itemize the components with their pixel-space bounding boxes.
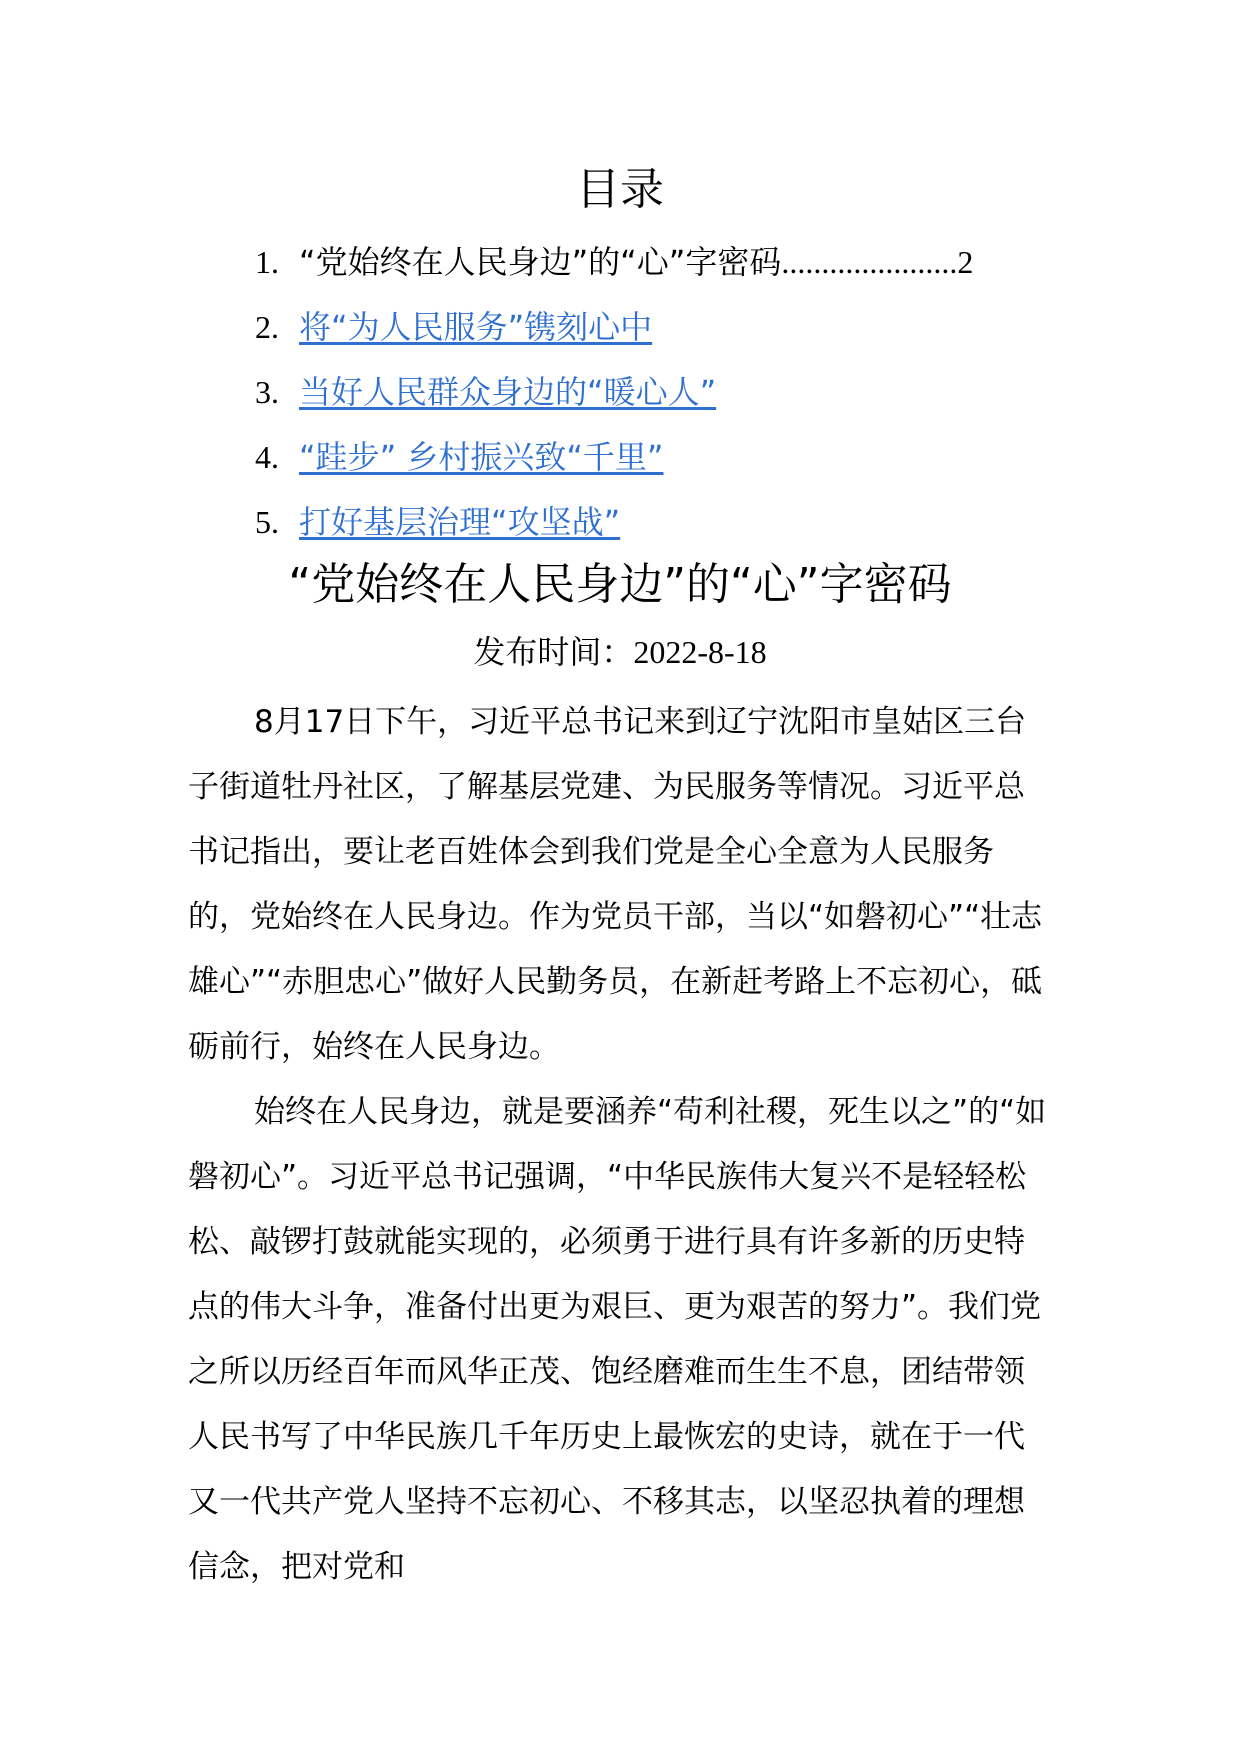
- toc-title: 目录: [576, 164, 664, 215]
- table-of-contents: [255, 240, 1055, 565]
- toc-item-4[interactable]: [255, 435, 1055, 500]
- toc-link[interactable]: 打好基层治理“攻坚战”: [299, 503, 621, 541]
- article-body: [188, 690, 1048, 1600]
- toc-item-1[interactable]: [255, 240, 1055, 305]
- article-title: “党始终在人民身边”的“心”字密码: [288, 559, 952, 610]
- publish-date: [0, 630, 1240, 674]
- toc-item-number: 1.: [255, 244, 279, 280]
- toc-item-number: 5.: [255, 504, 279, 540]
- toc-link[interactable]: 将“为人民服务”镌刻心中: [299, 308, 653, 346]
- toc-item-3[interactable]: [255, 370, 1055, 435]
- article-paragraph-1: 8月17日下午，习近平总书记来到辽宁沈阳市皇姑区三台子街道牡丹社区，了解基层党建、为民服务等情况。习近平总书记指出，要让老百姓体会到我们党是全心全意为人民服务的，党始终在人民身边。作为党员干部，当以“如磐初心”“壮志雄心”“赤胆忠心”做好人民勤务员，在新赶考路上不忘初心，砥砺前行，始终在人民身边。: [188, 704, 1043, 1065]
- toc-item-number: 3.: [255, 374, 279, 410]
- article-paragraph-2: 始终在人民身边，就是要涵养“苟利社稷，死生以之”的“如磐初心”。习近平总书记强调，“中华民族伟大复兴不是轻轻松松、敲锣打鼓就能实现的，必须勇于进行具有许多新的历史特点的伟大斗争，准备付出更为艰巨、更为艰苦的努力”。我们党之所以历经百年而风华正茂、饱经磨难而生生不息，团结带领人民书写了中华民族几千年历史上最恢宏的史诗，就在于一代又一代共产党人坚持不忘初心、不移其志，以坚忍执着的理想信念，把对党和: [188, 1094, 1047, 1585]
- toc-item-2[interactable]: [255, 305, 1055, 370]
- toc-item-number: 4.: [255, 439, 279, 475]
- toc-item-number: 2.: [255, 309, 279, 345]
- publish-date-label: 发布时间：: [473, 633, 634, 671]
- toc-page-number: 2: [957, 244, 974, 280]
- toc-link[interactable]: 当好人民群众身边的“暖心人”: [299, 373, 717, 411]
- toc-item-label: “党始终在人民身边”的“心”字密码: [299, 243, 782, 281]
- publish-date-value: 2022-8-18: [633, 634, 767, 670]
- toc-link[interactable]: “跬步” 乡村振兴致“千里”: [299, 438, 664, 476]
- toc-leader-dots: ......................: [781, 244, 958, 280]
